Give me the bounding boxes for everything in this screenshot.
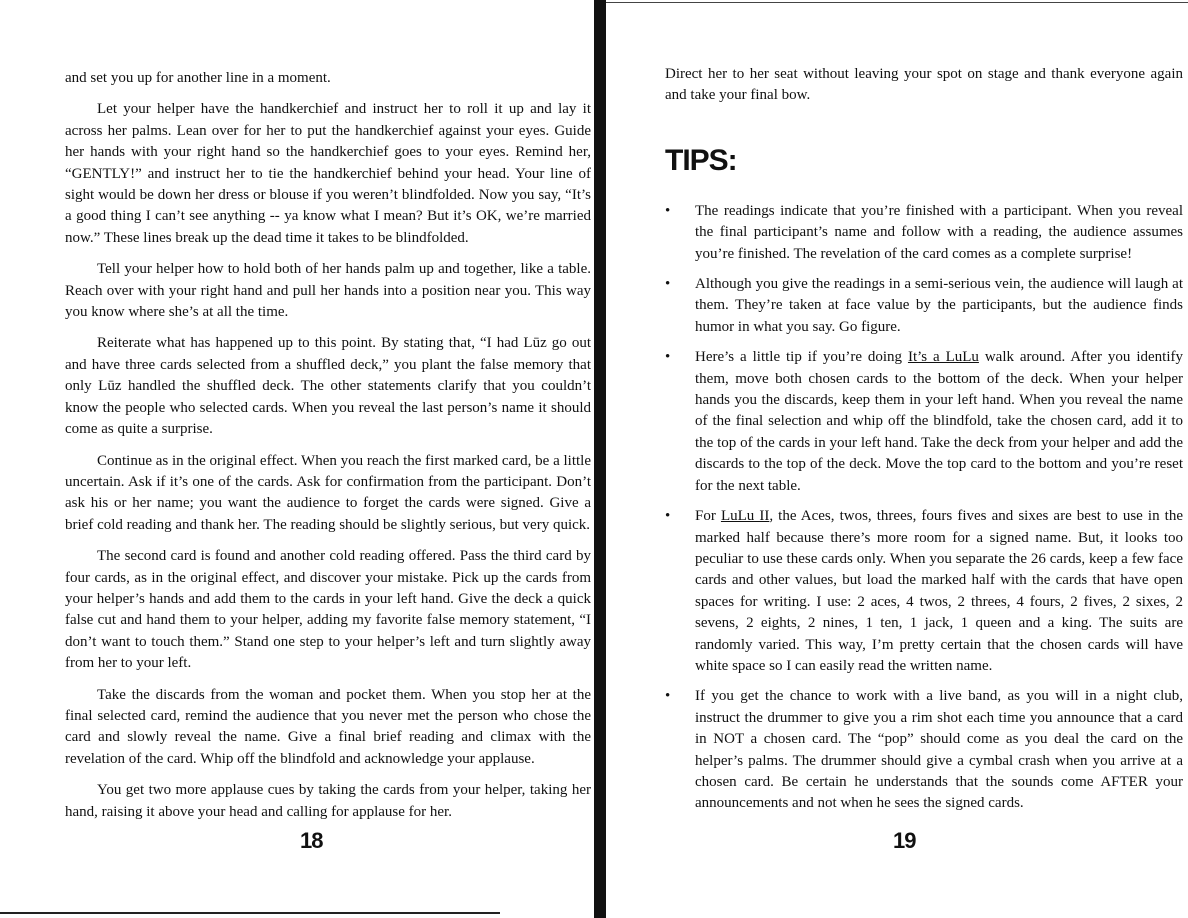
tip-text-after: , the Aces, twos, threes, fours fives and sixes are best to use in the marked half because there’s more room for a signed name. But, it looks too peculiar to use these cards only. When you separate the 26 cards, keep a few face cards and other values, but load the marked half with the cards that have open spaces for writing. I use: 2 aces, 4 twos, 2 threes, 4 fours, 2 fives, 2 sixes, 2 sevens, 2 eights, 2 nines, 1 ten, 1 jack, 1 queen and a king. The suits are randomly varied. This way, I’m pretty certain that the chosen cards will have white space so I can easily read the written name. — [695, 508, 1183, 674]
bullet-icon: • — [665, 508, 671, 525]
tip-text-before: For — [695, 508, 721, 525]
effect-title: It’s a LuLu — [907, 349, 979, 366]
tip-item — [665, 686, 1183, 814]
paragraph: You get two more applause cues by taking the cards from your helper, taking her hand, raising it above your head and calling for applause for her. — [65, 782, 591, 820]
tip-item — [665, 506, 1183, 677]
bullet-icon: • — [665, 688, 671, 705]
tip-item — [665, 347, 1183, 497]
tip-text: Although you give the readings in a semi-serious vein, the audience will laugh at them. They’re taken at face value by the participants, but the audience finds humor in what you say. Go figure. — [695, 276, 1183, 335]
tip-text: If you get the chance to work with a live band, as you will in a night club, instruct the drummer to give you a rim shot each time you announce that a card in NOT a chosen card. The “pop” should come as you deal the card on the helper’s palms. The drummer should give a cymbal crash when you arrive at a chosen card. Be certain he understands that the sounds come AFTER your announcements and not when he sees the signed cards. — [695, 688, 1183, 812]
paragraph: Reiterate what has happened up to this point. By stating that, “I had Lūz go out and have three cards selected from a shuffled deck,” you plant the false memory that only Lūz handled the shuffled deck. The other statements clarify that you couldn’t know the people who selected cards. When you reveal the last person’s name it should come as quite a surprise. — [65, 335, 591, 438]
bullet-icon: • — [665, 202, 671, 219]
bullet-icon: • — [665, 276, 671, 293]
paragraph: Take the discards from the woman and pocket them. When you stop her at the final selected card, remind the audience that you never met the person who chose the card and slowly reveal the name. Give a final brief reading and climax with the revelation of the card. Whip off the blindfold and acknowledge your applause. — [65, 686, 591, 767]
effect-title: LuLu II — [720, 508, 770, 525]
tip-item — [665, 274, 1183, 338]
paragraph: and set you up for another line in a moment. — [65, 70, 331, 86]
page-number-left: 18 — [300, 828, 323, 853]
tip-text-before: Here’s a little tip if you’re doing — [695, 349, 908, 366]
paragraph: Let your helper have the handkerchief and instruct her to roll it up and lay it across her palms. Lean over for her to put the handkerchief against your eyes. Guide her hands with your right hand so the handkerchief goes to your eyes. Remind her, “GENTLY!” and instruct her to tie the handkerchief behind your head. Your line of sight would be down her dress or blouse if you weren’t blindfolded. Now you say, “It’s a good thing I can’t see anything -- ya know what I mean? But it’s OK, we’re married now.” These lines break up the dead time it takes to be blindfolded. — [65, 101, 591, 246]
paragraph: Continue as in the original effect. When you reach the first marked card, be a little uncertain. Ask if it’s one of the cards. Ask for confirmation from the participant. Don’t ask his or her name; you want the audience to forget the cards were signed. Give a brief cold reading and thank her. The reading should be slightly serious, but very quick. — [65, 452, 591, 533]
left-page-text — [65, 68, 591, 833]
bullet-icon: • — [665, 349, 671, 366]
book-gutter — [594, 0, 606, 918]
tips-heading: TIPS: — [665, 143, 737, 177]
right-page — [606, 0, 1188, 918]
tip-item — [665, 201, 1183, 265]
page-number-right: 19 — [893, 828, 916, 853]
right-page-text — [665, 64, 1183, 824]
paragraph: The second card is found and another cold reading offered. Pass the third card by four cards, as in the original effect, and discover your mistake. Pick up the cards from your helper’s hands and add them to the cards in your left hand. Give the deck a quick false cut and hand them to your helper, adding my favorite false memory statement, “I don’t want to touch them.” Stand one step to your helper’s left and turn slightly away from her to your left. — [65, 548, 591, 672]
tip-text-after: walk around. After you identify them, move both chosen cards to the bottom of the deck. When your helper hands you the discards, keep them in your left hand. When you reveal the name of the final selection and whip off the blindfold, take the chosen card, add it to the top of the cards in your left hand. Take the deck from your helper and add the discards to the top of the deck. Move the top card to the bottom and you’re reset for the next table. — [695, 349, 1183, 494]
paragraph: Tell your helper how to hold both of her hands palm up and together, like a table. Reach over with your right hand and pull her hands into a position near you. This way you know where she’s at all the time. — [65, 261, 591, 321]
tips-list — [665, 201, 1183, 815]
tip-text: The readings indicate that you’re finished with a participant. When you reveal the final participant’s name and follow with a reading, the audience assumes you’re finished. The revelation of the card comes as a complete surprise! — [695, 202, 1183, 262]
intro-paragraph: Direct her to her seat without leaving your spot on stage and thank everyone again and take your final bow. — [665, 66, 1183, 104]
